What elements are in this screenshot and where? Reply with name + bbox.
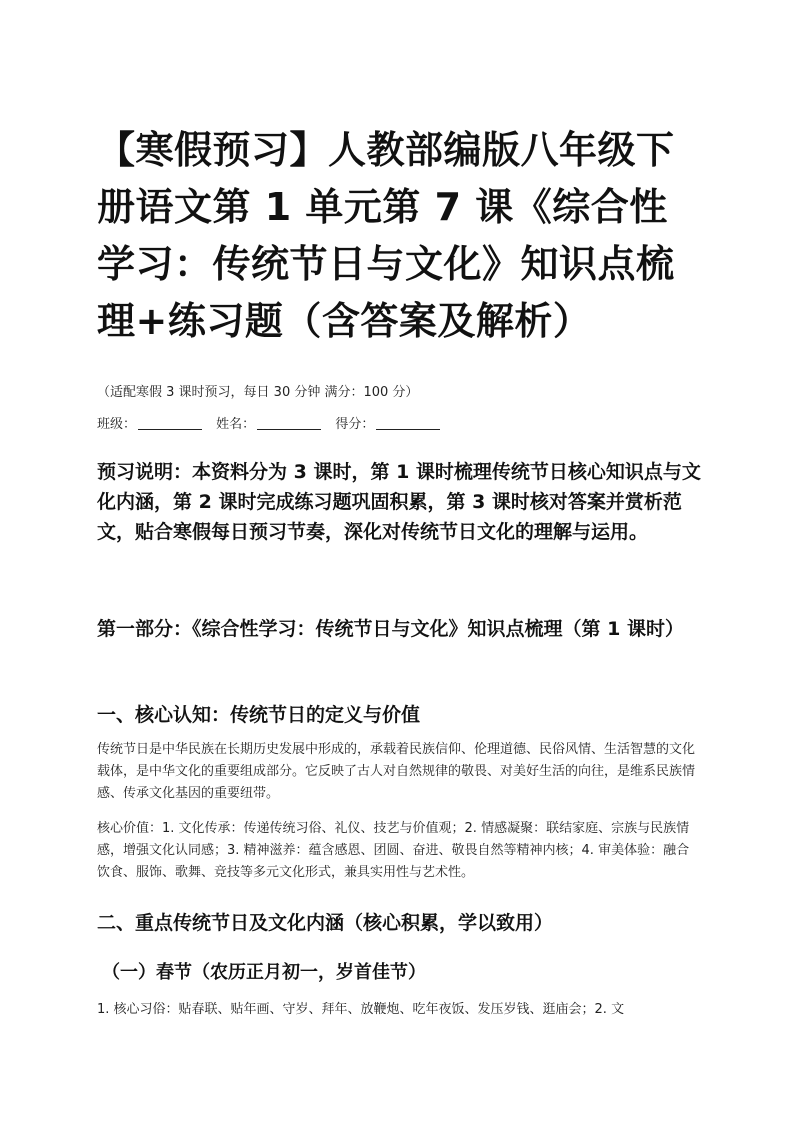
name-label: 姓名： bbox=[216, 417, 256, 432]
spring-festival-heading: （一）春节（农历正月初一，岁首佳节） bbox=[102, 962, 426, 983]
score-blank bbox=[376, 417, 440, 430]
class-blank bbox=[138, 417, 202, 430]
class-label: 班级： bbox=[97, 417, 137, 432]
core-values-paragraph: 核心价值：1. 文化传承：传递传统习俗、礼仪、技艺与价值观；2. 情感凝聚：联结家庭、宗族与民族情感，增强文化认同感；3. 精神滋养：蕴含感恩、团圆、奋进、敬畏自然等精神内核；4. 审美体验：融合饮食、服饰、歌舞、竞技等多元文化形式，兼具实用性与艺术性。 bbox=[97, 821, 690, 880]
usage-note: （适配寒假 3 课时预习，每日 30 分钟 满分：100 分） bbox=[97, 385, 419, 400]
document-title: 【寒假预习】人教部编版八年级下册语文第 1 单元第 7 课《综合性学习：传统节日与文化》知识点梳理+练习题（含答案及解析） bbox=[97, 128, 675, 343]
name-blank bbox=[257, 417, 321, 430]
section-two-heading: 二、重点传统节日及文化内涵（核心积累，学以致用） bbox=[97, 912, 554, 934]
preview-instructions: 预习说明：本资料分为 3 课时，第 1 课时梳理传统节日核心知识点与文化内涵，第 2 课时完成练习题巩固积累，第 3 课时核对答案并赏析范文，贴合寒假每日预习节奏，深化对传统节日文化的理解与运用。 bbox=[97, 461, 701, 543]
student-info-line bbox=[97, 416, 450, 434]
section-one-paragraph: 传统节日是中华民族在长期历史发展中形成的，承载着民族信仰、伦理道德、民俗风情、生活智慧的文化载体，是中华文化的重要组成部分。它反映了古人对自然规律的敬畏、对美好生活的向往，是维系民族情感、传承文化基因的重要纽带。 bbox=[97, 742, 696, 801]
score-label: 得分： bbox=[335, 417, 375, 432]
section-one-heading: 一、核心认知：传统节日的定义与价值 bbox=[97, 704, 421, 726]
part-one-heading: 第一部分：《综合性学习：传统节日与文化》知识点梳理（第 1 课时） bbox=[97, 618, 684, 640]
spring-festival-paragraph: 1. 核心习俗：贴春联、贴年画、守岁、拜年、放鞭炮、吃年夜饭、发压岁钱、逛庙会；2. 文 bbox=[97, 1002, 625, 1017]
